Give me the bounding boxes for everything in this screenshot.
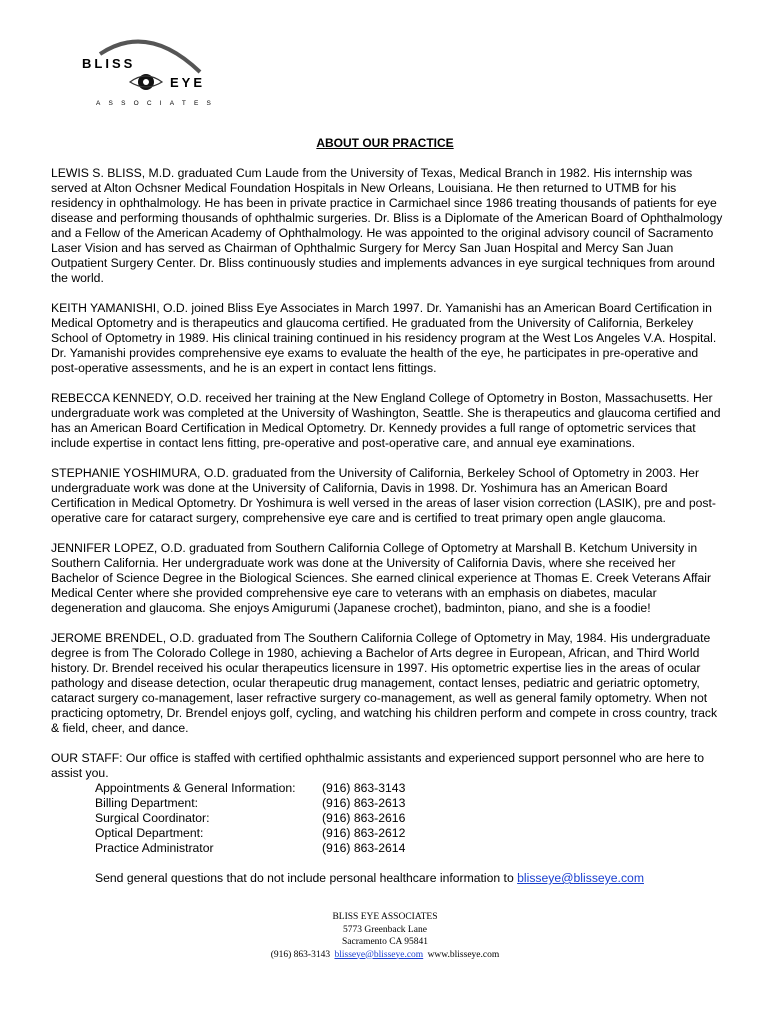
document-body [51, 166, 723, 886]
footer-website[interactable]: www.blisseye.com [427, 949, 500, 960]
contact-label: Optical Department: [95, 826, 204, 840]
send-questions-text: Send general questions that do not include personal healthcare information to [95, 871, 514, 885]
footer-city: Sacramento CA 95841 [341, 937, 428, 947]
bio-paragraph-lopez: JENNIFER LOPEZ, O.D. graduated from Southern California College of Optometry at Marshall B. Ketchum University in Southern California. Her undergraduate work was done at the University of California Davis, where she received her Bachelor of Science Degree in the Biological Sciences. She earned clinical experience at Thomas E. Creek Veterans Affair Medical Center where she provided comprehensive eye care to veterans with an emphasis on diabetes, macular degeneration and glaucoma. She enjoys Amigurumi (Japanese crochet), badminton, piano, and she is a foodie! [51, 541, 712, 615]
table-row [95, 841, 405, 856]
contact-label: Surgical Coordinator: [95, 811, 210, 825]
address-footer [0, 911, 770, 961]
footer-practice-name: BLISS EYE ASSOCIATES [332, 912, 438, 922]
contact-table [95, 781, 405, 856]
contact-phone: (916) 863-2614 [322, 841, 406, 855]
contact-label: Appointments & General Information: [95, 781, 296, 795]
footer-phone: (916) 863-3143 [270, 949, 331, 960]
bio-paragraph-yoshimura: STEPHANIE YOSHIMURA, O.D. graduated from the University of California, Berkeley School of Optometry in 2003. Her undergraduate work was done at the University of California, Davis in 1998. Dr. Yoshimura has an American Board Certification in Medical Optometry. Dr Yoshimura is well versed in the areas of laser vision correction (LASIK), pre and post-operative care for cataract surgery, comprehensive eye care and is certified to treat primary open angle glaucoma. [51, 466, 716, 525]
send-questions-line [95, 871, 723, 886]
footer-email-link[interactable]: blisseye@blisseye.com [334, 949, 424, 960]
contact-phone: (916) 863-2612 [322, 826, 406, 840]
bio-paragraph-bliss: LEWIS S. BLISS, M.D. graduated Cum Laude from the University of Texas, Medical Branch in 1982. His internship was served at Alton Ochsner Medical Foundation Hospitals in New Orleans, Louisiana. He then returned to UTMB for his residency in ophthalmology. He has been in private practice in Carmichael since 1986 treating thousands of patients for eye disease and performing thousands of ophthalmic surgeries. Dr. Bliss is a Diplomate of the American Board of Ophthalmology and a Fellow of the American Academy of Ophthalmology. He was appointed to the original advisory council of Sacramento Laser Vision and has served as Chairman of Ophthalmic Surgery for Mercy San Juan Hospital and Mercy San Juan Outpatient Surgery Center. Dr. Bliss continuously studies and implements advances in eye surgical techniques from around the world. [51, 166, 723, 285]
logo-associates-text: ASSOCIATES [96, 100, 220, 107]
email-link[interactable]: blisseye@blisseye.com [517, 871, 644, 885]
footer-contact-row [0, 949, 770, 962]
contact-label: Practice Administrator [95, 841, 214, 855]
table-row [95, 826, 405, 841]
contact-phone: (916) 863-2613 [322, 796, 406, 810]
footer-street: 5773 Greenback Lane [343, 924, 427, 935]
contact-phone: (916) 863-2616 [322, 811, 406, 825]
staff-intro: OUR STAFF: Our office is staffed with certified ophthalmic assistants and experienced support personnel who are here to assist you. [51, 751, 705, 780]
table-row [95, 811, 405, 826]
logo-bliss-text: BLISS [82, 56, 136, 71]
bio-paragraph-brendel: JEROME BRENDEL, O.D. graduated from The Southern California College of Optometry in May, 1984. His undergraduate degree is from The Colorado College in 1980, achieving a Bachelor of Arts degree in European, African, and Third World history. Dr. Brendel received his ocular therapeutics licensure in 1997. His optometric expertise lies in the areas of ocular pathology and disease detection, ocular therapeutic drug management, contact lenses, pediatric and geriatric optometry, cataract surgery co-management, laser refractive surgery co-management, as well as general family optometry. When not practicing optometry, Dr. Brendel enjoys golf, cycling, and watching his children perform and compete in cross country, track & field, cheer, and dance. [51, 631, 718, 735]
contact-label: Billing Department: [95, 796, 198, 810]
contact-phone: (916) 863-3143 [322, 781, 406, 795]
logo-eye-text: EYE [170, 75, 206, 90]
practice-logo [78, 30, 218, 112]
table-row [95, 781, 405, 796]
table-row [95, 796, 405, 811]
bio-paragraph-yamanishi: KEITH YAMANISHI, O.D. joined Bliss Eye Associates in March 1997. Dr. Yamanishi has an American Board Certification in Medical Optometry and is therapeutics and glaucoma certified. He graduated from the University of California, Berkeley School of Optometry in 1989. His clinical training continued in his residency program at the West Los Angeles V.A. Hospital. Dr. Yamanishi provides comprehensive eye exams to evaluate the health of the eye, he participates in pre-operative and post-operative assessments, and he is an expert in contact lens fittings. [51, 301, 717, 375]
bio-paragraph-kennedy: REBECCA KENNEDY, O.D. received her training at the New England College of Optometry in Boston, Massachusetts. Her undergraduate work was completed at the University of Washington, Seattle. She is therapeutics and glaucoma certified and has an American Board Certification in Medical Optometry. Dr. Kennedy provides a full range of optometric services that include expertise in contact lens fitting, pre-operative and post-operative care, and annual eye examinations. [51, 391, 721, 450]
page-title: ABOUT OUR PRACTICE [316, 136, 454, 150]
